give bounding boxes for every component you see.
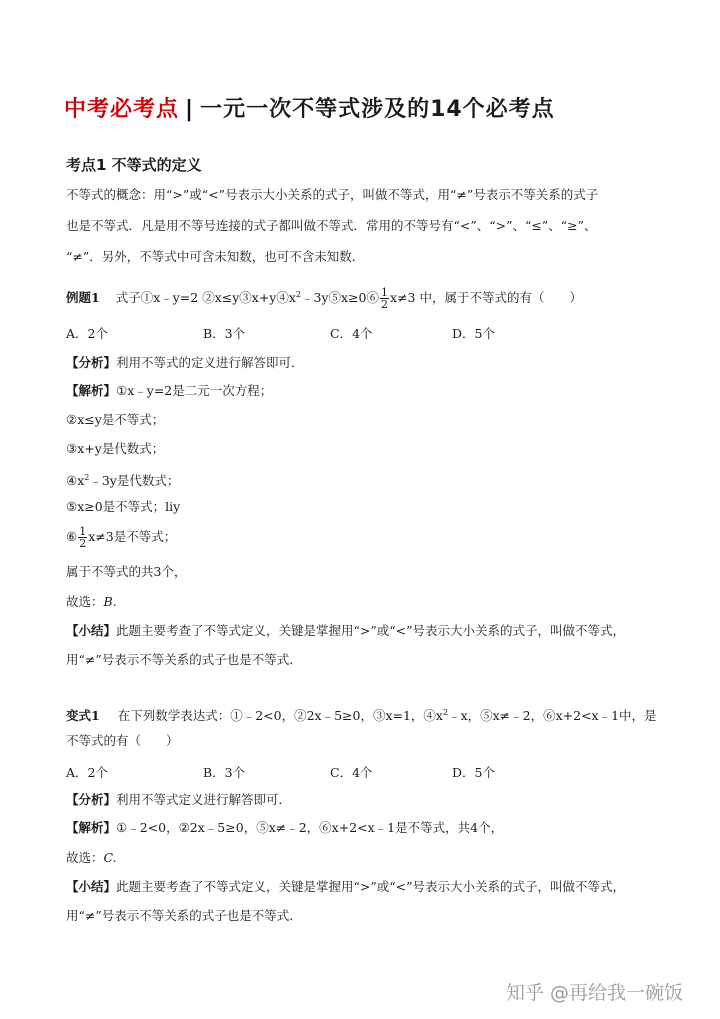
example-option-d: D．5个: [452, 326, 495, 341]
example-option-a: A．2个: [66, 326, 108, 341]
variant-solution: 【解析】①﹣2<0，②2x﹣5≥0，⑤x≠﹣2，⑥x+2<x﹣1是不等式，共4个，: [66, 820, 504, 835]
example-count: 属于不等式的共3个，: [66, 564, 187, 579]
example-label: 例题1: [66, 290, 100, 306]
variant-option-b: B．3个: [203, 765, 246, 780]
example-solution-3: ③x+y是代数式；: [66, 441, 165, 456]
example-stem-b: ﹣3y⑤x≥0⑥: [301, 290, 380, 306]
example-solution-5: ⑤x≥0是不等式；liy: [66, 499, 181, 514]
watermark: 知乎 @再给我一碗饭: [506, 982, 684, 1004]
page-title: [64, 92, 555, 123]
variant-stem: 变式1 在下列数学表达式：①﹣2<0，②2x﹣5≥0，③x=1，$④x^2﹣x$，⑤x≠﹣2，⑥x+2<x﹣1中，是: [66, 708, 657, 724]
example-stem-sup: 2: [295, 290, 302, 299]
example-option-c: C．4个: [330, 326, 373, 341]
intro-line-1: 不等式的概念：用“>”或“<”号表示大小关系的式子，叫做不等式，用“≠”号表示不等关系的式子: [66, 187, 599, 202]
variant-summary-2: 用“≠”号表示不等关系的式子也是不等式．: [66, 908, 302, 923]
example-solution-2: ②x≤y是不等式；: [66, 412, 165, 427]
example-solution-1: 【解析】①x﹣y=2是二元一次方程；: [66, 383, 273, 398]
example-answer: 故选：B.: [66, 594, 117, 609]
example-solution-6: ⑥ $\frac{1}{2}$ x≠3是不等式；: [66, 525, 177, 550]
variant-answer: 故选：C.: [66, 850, 117, 865]
example-option-b: B．3个: [203, 326, 246, 341]
intro-line-3: “≠”．另外，不等式中可含未知数，也可不含未知数．: [66, 249, 365, 264]
title-separator: |: [185, 97, 195, 122]
example-summary-1: 【小结】此题主要考查了不等式定义，关键是掌握用“>”或“<”号表示大小关系的式子，叫做不等式，: [66, 623, 626, 638]
example-fraction: $\frac{1}{2}$: [381, 286, 389, 312]
variant-stem-2: 不等式的有（ ）: [66, 733, 179, 748]
variant-option-a: A．2个: [66, 765, 108, 780]
variant-option-c: C．4个: [330, 765, 373, 780]
title-highlight: 中考必考点: [64, 97, 180, 122]
example-stem-a: 式子①x﹣y=2 ②x≤y③x+y④x: [115, 290, 296, 306]
example-stem: [66, 287, 582, 310]
variant-label: 变式1: [66, 708, 100, 724]
example-summary-2: 用“≠”号表示不等关系的式子也是不等式．: [66, 652, 302, 667]
variant-option-d: D．5个: [452, 765, 495, 780]
section-heading: 考点1 不等式的定义: [66, 156, 202, 174]
variant-analysis: 【分析】利用不等式定义进行解答即可．: [66, 792, 292, 807]
intro-line-2: 也是不等式．凡是用不等号连接的式子都叫做不等式．常用的不等号有“<”、“>”、“≤”、“≥”、: [66, 218, 597, 233]
title-main: 一元一次不等式涉及的14个必考点: [200, 97, 555, 122]
variant-summary-1: 【小结】此题主要考查了不等式定义，关键是掌握用“>”或“<”号表示大小关系的式子，叫做不等式，: [66, 879, 626, 894]
example-analysis: 【分析】利用不等式的定义进行解答即可．: [66, 355, 304, 370]
example-stem-c: x≠3 中，属于不等式的有（ ）: [390, 290, 582, 306]
example-solution-4: $④x^2﹣3y$是代数式；: [66, 473, 180, 489]
